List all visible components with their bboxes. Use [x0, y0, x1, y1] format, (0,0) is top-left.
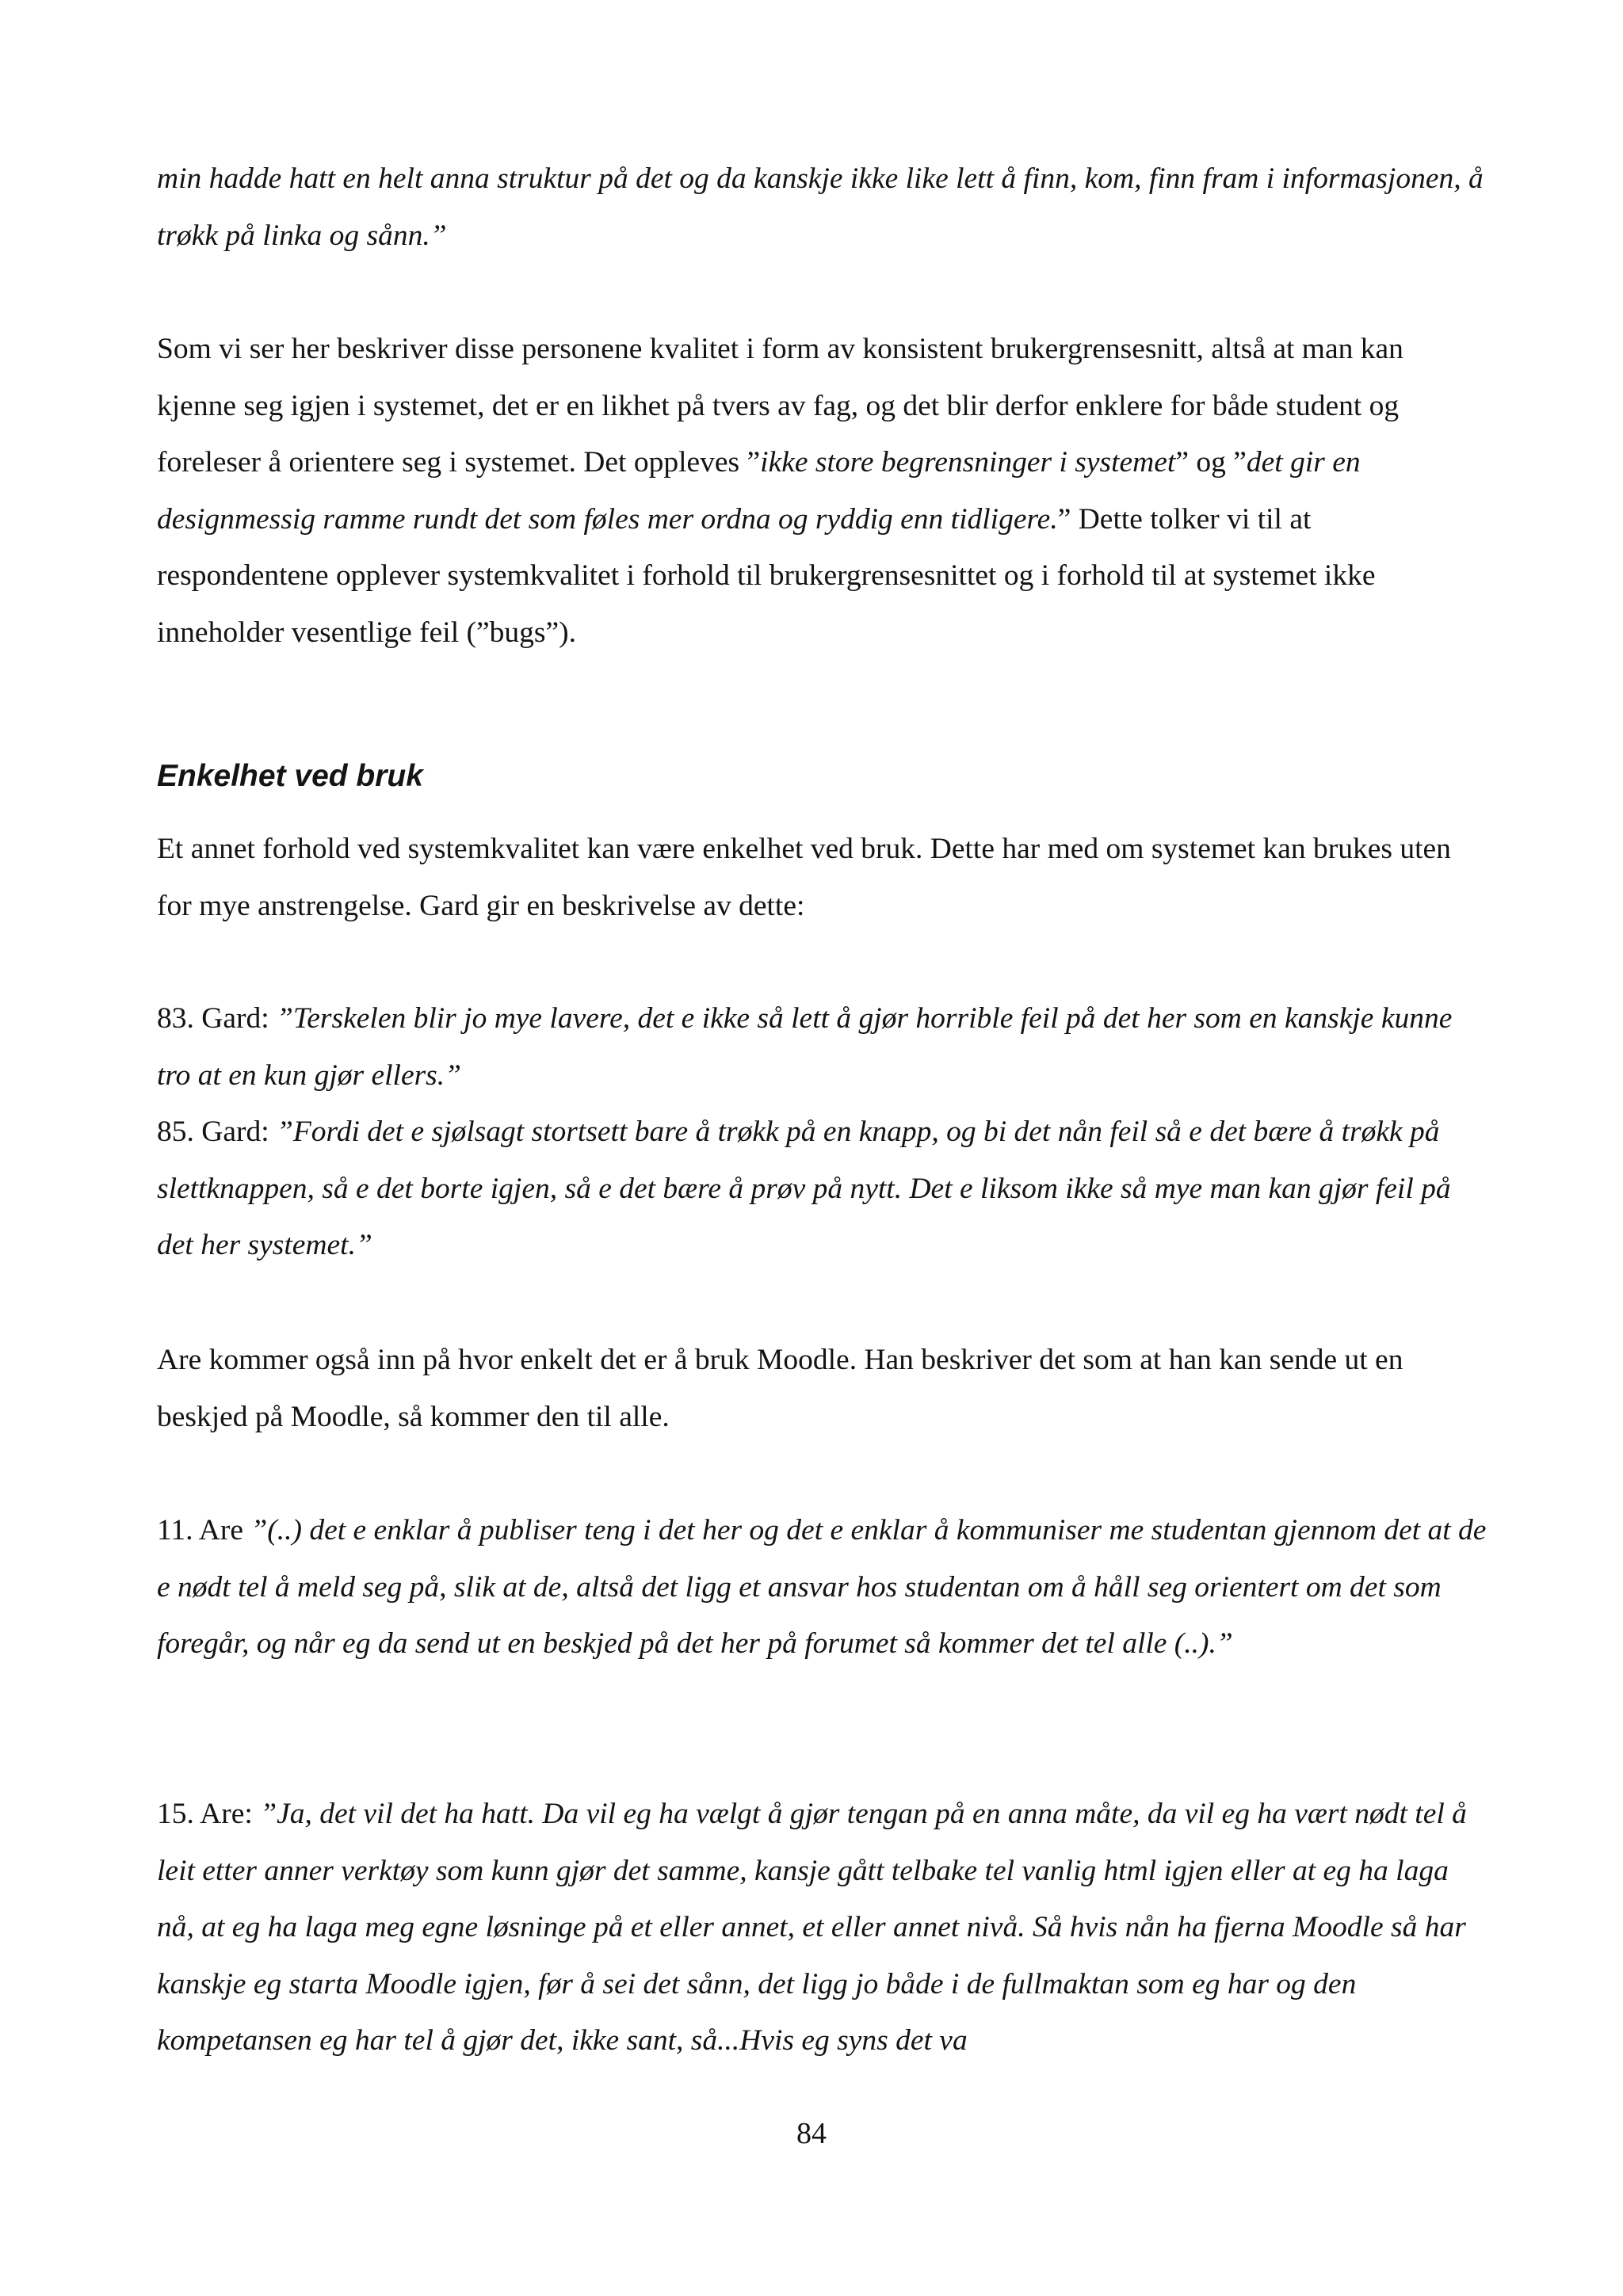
gard-quote-label-1: 83. Gard: [157, 1002, 277, 1035]
are-quote-11 [157, 1502, 1488, 1672]
gard-quote-label-2: 85. Gard: [157, 1116, 277, 1148]
analysis-text-1: Som vi ser her beskriver disse personene kvalitet i form av konsistent brukergrensesnitt, altså at man kan kjenne seg igjen i systemet, det er en likhet på tvers av fag, og det blir derfor enklere for både student og foreleser å orientere seg i systemet. Det oppleves ” [157, 333, 1403, 479]
section-heading: Enkelhet ved bruk [157, 759, 423, 793]
intro-paragraph [157, 821, 1488, 934]
analysis-quote-2: det gir en designmessig ramme rundt det som føles mer ordna og ryddig enn tidligere. [157, 446, 1361, 536]
intro-text: Et annet forhold ved systemkvalitet kan være enkelhet ved bruk. Dette har med om systemet kan brukes uten for mye anstrengelse. Gard gir en beskrivelse av dette: [157, 833, 1451, 922]
are-quote-15-text: ”Ja, det vil det ha hatt. Da vil eg ha vælgt å gjør tengan på en anna måte, da vil eg ha vært nødt tel å leit etter anner verktøy som kunn gjør det samme, kansje gått telbake tel vanlig html igjen eller at eg ha laga nå, at eg ha laga meg egne løsninge på et eller annet, et eller annet nivå. Så hvis nån ha fjerna Moodle så har kanskje eg starta Moodle igjen, før å sei det sånn, det ligg jo både i de fullmaktan som eg har og den kompetansen eg har tel å gjør det, ikke sant, så...Hvis eg syns det va [157, 1798, 1467, 2057]
are-quote-15-label: 15. Are: [157, 1798, 261, 1830]
are-quote-15 [157, 1786, 1488, 2069]
analysis-text-2: ” og ” [1175, 446, 1247, 479]
are-intro-paragraph [157, 1332, 1488, 1445]
gard-quote-2: ”Fordi det e sjølsagt stortsett bare å trøkk på en knapp, og bi det nån feil så e det bære å trøkk på slettknappen, så e det borte igjen, så e det bære å prøv på nytt. Det e liksom ikke så mye man kan gjør feil på det her systemet.” [157, 1116, 1451, 1261]
page-number: 84 [796, 2117, 827, 2150]
analysis-text-3: ” Dette tolker vi til at respondentene opplever systemkvalitet i forhold til brukergrensesnittet og i forhold til at systemet ikke inneholder vesentlige feil (”bugs”). [157, 502, 1376, 649]
quote-continuation-text: min hadde hatt en helt anna struktur på det og da kanskje ikke like lett å finn, kom, finn fram i informasjonen, å trøkk på linka og sånn.” [157, 162, 1484, 252]
analysis-quote-1: ikke store begrensninger i systemet [760, 446, 1176, 479]
are-intro-text: Are kommer også inn på hvor enkelt det er å bruk Moodle. Han beskriver det som at han kan sende ut en beskjed på Moodle, så kommer den til alle. [157, 1344, 1403, 1433]
quote-continuation [157, 151, 1488, 264]
gard-quote-1: ”Terskelen blir jo mye lavere, det e ikke så lett å gjør horrible feil på det her som en kanskje kunne tro at en kun gjør ellers.” [157, 1002, 1453, 1092]
gard-quotes [157, 990, 1488, 1274]
are-quote-11-label: 11. Are [157, 1514, 251, 1547]
are-quote-11-text: ”(..) det e enklar å publiser teng i det her og det e enklar å kommuniser me studentan gjennom det at de e nødt tel å meld seg på, slik at de, altså det ligg et ansvar hos studentan om å håll seg orientert om det som foregår, og når eg da send ut en beskjed på det her på forumet så kommer det tel alle (..).” [157, 1514, 1487, 1660]
analysis-paragraph [157, 321, 1488, 661]
